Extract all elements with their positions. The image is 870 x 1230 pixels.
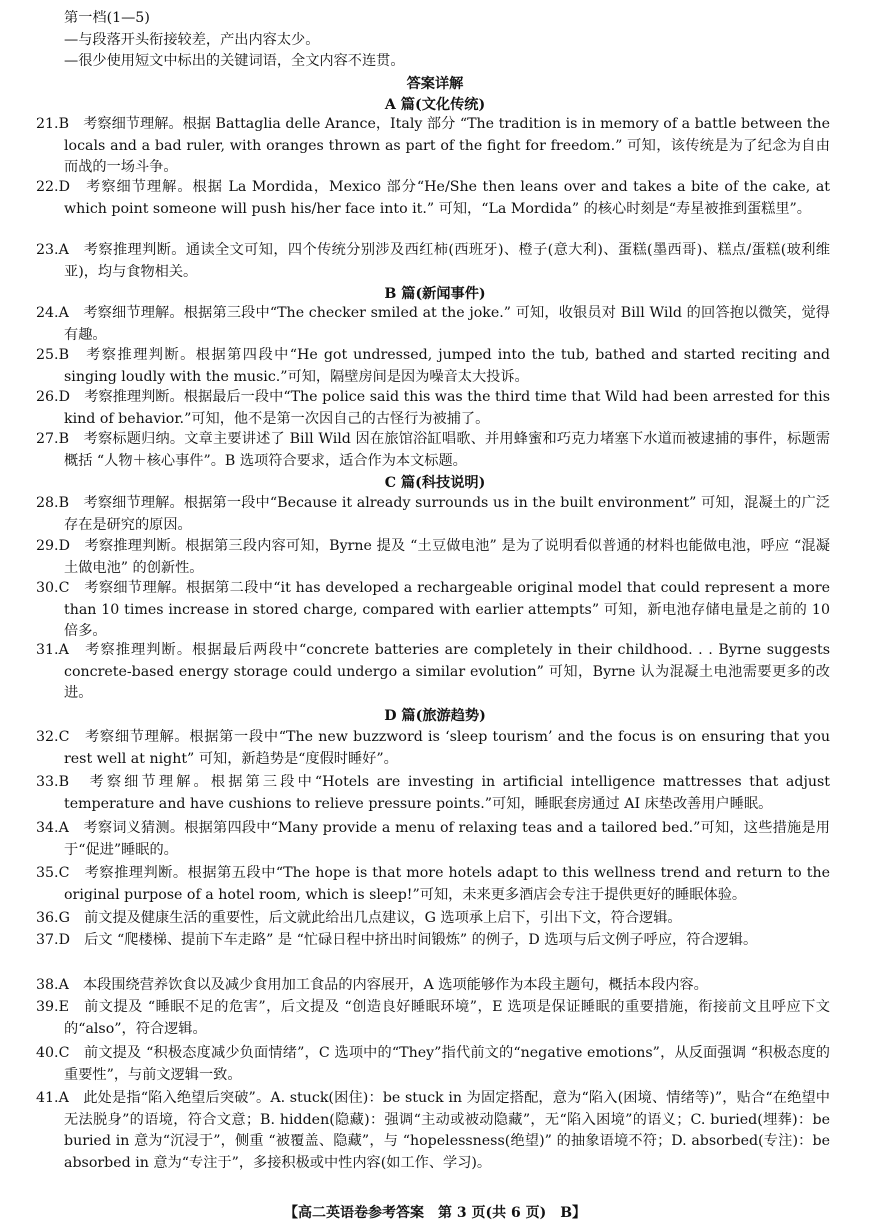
answer-33: 33.B 考察细节理解。根据第三段中“Hotels are investing in artificial intelligence mattresses that adjust temperature and have cushions to relieve pressure points.”可知，睡眠套房通过 AI 床垫改善用户睡眠。 (36, 774, 830, 812)
passage-d-heading: D 篇(旅游趋势) (384, 708, 486, 724)
answer-35: 35.C 考察推理判断。根据第五段中“The hope is that more hotels adapt to this wellness trend and return to the original purpose of a hotel room, which is sleep!”可知，未来更多酒店会专注于提供更好的睡眠体验。 (36, 865, 830, 903)
answer-32: 32.C 考察细节理解。根据第一段中“The new buzzword is ‘sleep tourism’ and the focus is on ensuring that you rest well at night” 可知，新趋势是“度假时睡好”。 (36, 729, 830, 767)
answer-25: 25.B 考察推理判断。根据第四段中“He got undressed, jumped into the tub, bathed and started reciting and singing loudly with the music.”可知，隔壁房间是因为噪音太大投诉。 (36, 347, 830, 385)
level-note-2: —很少使用短文中标出的关键词语，全文内容不连贯。 (64, 53, 405, 69)
answer-36: 36.G 前文提及健康生活的重要性，后文就此给出几点建议，G 选项承上启下，引出下文，符合逻辑。 (36, 910, 682, 926)
answer-29: 29.D 考察推理判断。根据第三段内容可知，Byrne 提及 “土豆做电池” 是为了说明看似普通的材料也能做电池，呼应 “混凝土做电池” 的创新性。 (36, 538, 830, 576)
page-footer: 【高二英语卷参考答案 第 3 页(共 6 页) B】 (283, 1205, 587, 1221)
answer-21: 21.B 考察细节理解。根据 Battaglia delle Arance，Italy 部分 “The tradition is in memory of a battle between the locals and a bad ruler, with oranges thrown as part of the fight for freedom.” 可知，该传统是为了纪念为自由而战的一场斗争。 (36, 116, 830, 175)
answer-27: 27.B 考察标题归纳。文章主要讲述了 Bill Wild 因在旅馆浴缸唱歌、并用蜂蜜和巧克力堵塞下水道而被逮捕的事件，标题需概括 “人物＋核心事件”。B 选项符合要求，适合作为本文标题。 (36, 431, 830, 469)
answer-38: 38.A 本段围绕营养饮食以及减少食用加工食品的内容展开，A 选项能够作为本段主题句，概括本段内容。 (36, 977, 708, 993)
answer-40: 40.C 前文提及 “积极态度减少负面情绪”，C 选项中的“They”指代前文的“negative emotions”，从反面强调 “积极态度的重要性”，与前文逻辑一致。 (36, 1045, 830, 1083)
answer-37: 37.D 后文 “爬楼梯、提前下车走路” 是 “忙碌日程中挤出时间锻炼” 的例子，D 选项与后文例子呼应，符合逻辑。 (36, 932, 758, 948)
answer-23: 23.A 考察推理判断。通读全文可知，四个传统分别涉及西红柿(西班牙)、橙子(意大利)、蛋糕(墨西哥)、糕点/蛋糕(玻利维亚)，均与食物相关。 (36, 242, 830, 280)
passage-a-heading: A 篇(文化传统) (384, 97, 486, 113)
answer-39: 39.E 前文提及 “睡眠不足的危害”，后文提及 “创造良好睡眠环境”，E 选项是保证睡眠的重要措施，衔接前文且呼应下文的“also”，符合逻辑。 (36, 999, 830, 1037)
passage-c-heading: C 篇(科技说明) (384, 475, 486, 491)
answer-30: 30.C 考察细节理解。根据第二段中“it has developed a rechargeable original model that could represent a more than 10 times increase in stored charge, compared with earlier attempts” 可知，新电池存储电量是之前的 10 倍多。 (36, 580, 830, 639)
level-note-1: —与段落开头衔接较差，产出内容太少。 (64, 31, 320, 48)
passage-b-heading: B 篇(新闻事件) (384, 286, 486, 302)
section-title: 答案详解 (406, 76, 464, 92)
scoring-level-notes (64, 8, 405, 73)
answer-26: 26.D 考察推理判断。根据最后一段中“The police said this was the third time that Wild had been arrested for this kind of behavior.”可知，他不是第一次因自己的古怪行为被捕了。 (36, 389, 830, 427)
answer-28: 28.B 考察细节理解。根据第一段中“Because it already surrounds us in the built environment” 可知，混凝土的广泛存在是研究的原因。 (36, 495, 830, 533)
answer-22: 22.D 考察细节理解。根据 La Mordida，Mexico 部分“He/She then leans over and takes a bite of the cake, at which point someone will push his/her face into it.” 可知，“La Mordida” 的核心时刻是“寿星被推到蛋糕里”。 (36, 179, 830, 217)
answer-34: 34.A 考察词义猜测。根据第四段中“Many provide a menu of relaxing teas and a tailored bed.”可知，这些措施是用于“促进”睡眠的。 (36, 820, 830, 858)
answer-31: 31.A 考察推理判断。根据最后两段中“concrete batteries are completely in their childhood. . . Byrne suggests concrete-based energy storage could undergo a similar evolution” 可知，Byrne 认为混凝土电池需要更多的改进。 (36, 642, 830, 701)
answer-41: 41.A 此处是指“陷入绝望后突破”。A. stuck(困住)：be stuck in 为固定搭配，意为“陷入(困境、情绪等)”，贴合“在绝望中无法脱身”的语境，符合文意；B. hidden(隐藏)：强调“主动或被动隐藏”，无“陷入困境”的语义；C. buried(埋葬)：be buried in 意为“沉浸于”，侧重 “被覆盖、隐藏”，与 “hopelessness(绝望)” 的抽象语境不符；D. absorbed(专注)：be absorbed in 意为“专注于”，多接积极或中性内容(如工作、学习)。 (36, 1090, 830, 1171)
level-label: 第一档(1—5) (64, 10, 150, 26)
answer-24: 24.A 考察细节理解。根据第三段中“The checker smiled at the joke.” 可知，收银员对 Bill Wild 的回答抱以微笑，觉得有趣。 (36, 305, 830, 343)
